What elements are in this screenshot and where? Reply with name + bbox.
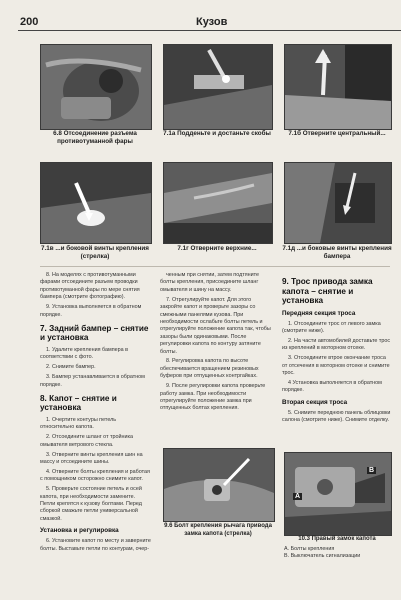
paragraph: 7. Отрегулируйте капот. Для этого закройте капот и проверьте зазоры со смежными панелями кузова. При необходимости ослабьте болты петель и отрегулируйте положение капота так, чтобы зазоры были одинаковыми. После регулировки капота по контуру затяните болты. [160, 296, 271, 355]
paragraph: 5. Снимите переднюю панель облицовки салона (смотрите ниже). Снимите отделку. [282, 409, 391, 424]
text-column-3 [282, 272, 391, 427]
paragraph: 2. Снимите бампер. [46, 364, 96, 371]
caption-10-3: 10.3 Правый замок капота [298, 536, 376, 542]
caption-7-1g: 7.1г Отверните верхние... [177, 245, 257, 252]
photo-side-screws [40, 162, 152, 244]
photo-bumper-screws [284, 162, 392, 244]
paragraph: 1. Отсоедините трос от левого замка (смотрите ниже). [282, 320, 381, 334]
paragraph: 4 Установка выполняется в обратном порядке. [282, 379, 382, 394]
paragraph: 2. На части автомобилей доставьте трос из креплений в моторном отсеке. [282, 337, 391, 352]
caption-7-1d: 7.1д ...и боковые винты крепления бампера [282, 245, 392, 260]
caption-6-8: 6.8 Отсоединение разъема противотуманной фары [53, 130, 137, 145]
subheading-second-cable: Вторая секция троса [282, 398, 348, 406]
photo-clips [163, 44, 273, 130]
paragraph: ченным при снятии, затем подтяните болты крепления, присоедините шланг омывателя и шину на массу. [160, 272, 260, 293]
section-heading-rear-bumper: 7. Задний бампер – снятие и установка [40, 323, 149, 343]
caption-9-6: 9.6 Болт крепления рычага привода замка капота (стрелка) [164, 523, 272, 537]
photo-center-screw [284, 44, 392, 130]
photo-label-a: A [295, 493, 301, 500]
photo-label-b: B [369, 467, 375, 474]
photo-fog-light-connector [40, 44, 152, 130]
section-heading-hood: 8. Капот – снятие и установка [40, 393, 117, 413]
header-rule [18, 30, 401, 31]
photo-right-hood-lock [284, 452, 392, 536]
caption-7-1b: 7.1б Отверните центральный... [288, 130, 386, 137]
section-heading-hood-cable: 9. Трос привода замка капота – снятие и установка [282, 277, 373, 305]
paragraph: 3. Отсоедините втрое окончание троса от отсечения в моторном отсеке и снимите трос. [282, 355, 390, 376]
page-number: 200 [20, 16, 39, 28]
caption-7-1a: 7.1а Подденьте и достаньте скобы [163, 130, 271, 137]
photo-legend [284, 546, 392, 560]
paragraph: 6. Установите капот по месту и заверните болты. Выставьте петли по контурам, очер- [40, 538, 151, 552]
legend-item-a: А. Болты крепления [284, 546, 335, 552]
legend-item-b: В. Выключатель сигнализации [284, 553, 361, 560]
paragraph: 1. Удалите крепления бампера в соответствии с фото. [40, 346, 128, 361]
section-separator [40, 266, 390, 267]
chapter-title: Кузов [196, 16, 228, 28]
paragraph: 8. Регулировка капота по высоте обеспечивается вращением резиновых буферов при отпущенных контргайках. [160, 358, 259, 380]
paragraph: 3. Бампер устанавливается в обратном порядке. [40, 374, 145, 388]
paragraph: 3. Отверните винты крепления шин на массу и отсоедините шины. [40, 451, 143, 465]
subheading-install-adjust: Установка и регулировка [40, 527, 119, 535]
photo-upper-screws [163, 162, 273, 244]
paragraph: 9. После регулировки капота проверьте работу замка. При необходимости отрегулируйте положение замка при отпущенных болтах крепления. [160, 383, 266, 412]
paragraph: 8. На моделях с противотуманными фарами отсоедините разъем проводки противотуманной фары по мере снятия бампера (смотрите фотографию). [40, 272, 140, 301]
paragraph: 4. Отверните болты крепления и работая с помощником осторожно снимите капот. [40, 468, 150, 483]
paragraph: 1. Очертите контуры петель относительно капота. [40, 416, 117, 431]
page-header [0, 0, 401, 30]
paragraph: 9. Установка выполняется в обратном порядке. [40, 304, 142, 318]
subheading-front-cable: Передняя секция троса [282, 309, 356, 317]
paragraph: 5. Проверьте состояние петель и осей капота, при необходимости замените. Петли крепятся к кузову болтами. Перед сборкой смажьте петли универсальной смазкой. [40, 486, 142, 522]
paragraph: 2. Отсоедините шланг от тройника омывателя ветрового стекла. [40, 434, 133, 448]
photo-lock-lever-bolt [163, 448, 275, 522]
text-column-1 [40, 272, 151, 556]
text-column-2 [160, 272, 273, 415]
caption-7-1v: 7.1в ...и боковой винты крепления (стрелка) [41, 245, 149, 260]
